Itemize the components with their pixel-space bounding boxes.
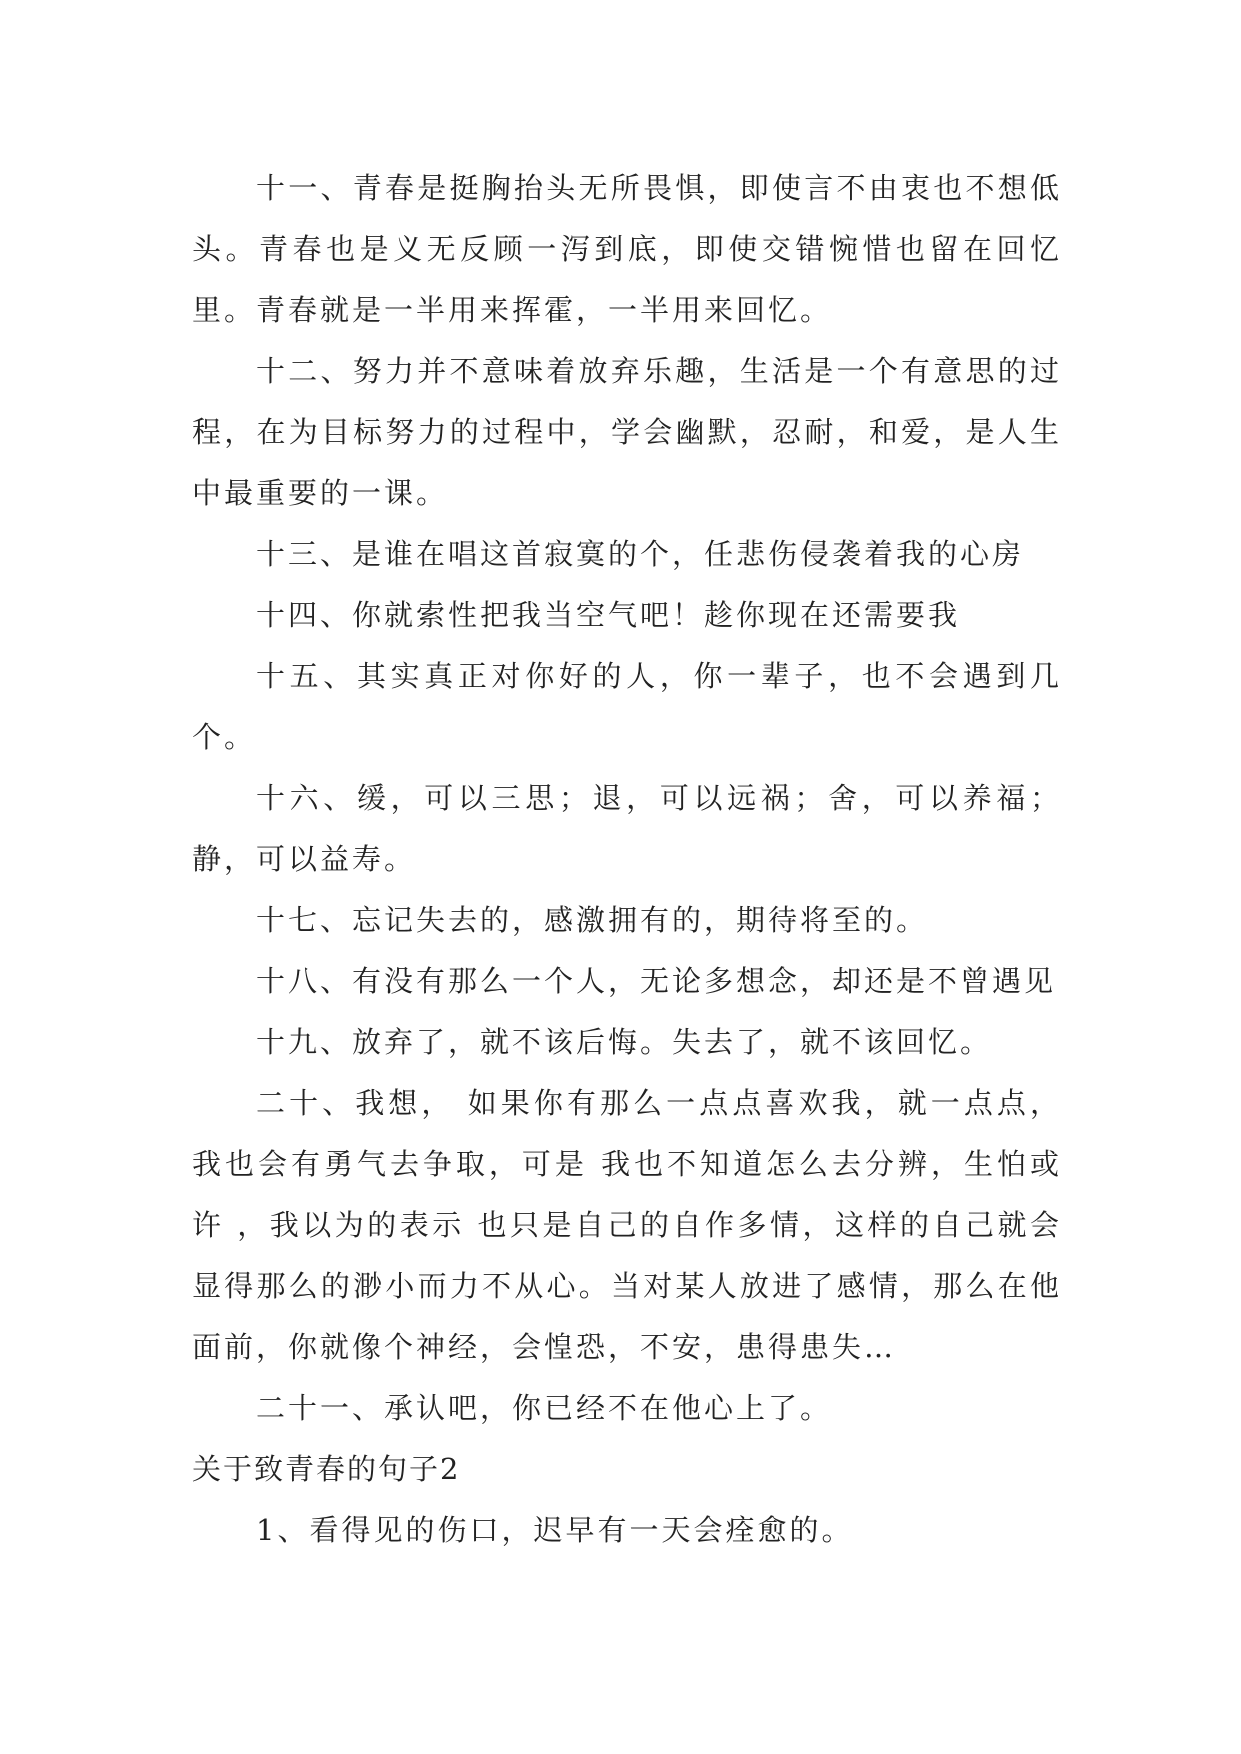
paragraph-13: 十三、是谁在唱这首寂寞的个，任悲伤侵袭着我的心房 bbox=[256, 537, 1025, 571]
paragraph-18: 十八、有没有那么一个人，无论多想念，却还是不曾遇见 bbox=[256, 964, 1057, 998]
paragraph-19: 十九、放弃了，就不该后悔。失去了，就不该回忆。 bbox=[256, 1025, 993, 1059]
paragraph-17: 十七、忘记失去的，感激拥有的，期待将至的。 bbox=[256, 903, 929, 937]
section-heading: 关于致青春的句子2 bbox=[192, 1452, 461, 1486]
paragraph-20: 二十、我想， 如果你有那么一点点喜欢我，就一点点，我也会有勇气去争取，可是 我也不知道怎么去分辨，生怕或许 ，我以为的表示 也只是自己的自作多情，这样的自己就会显得那么的渺小而力不从心。当对某人放进了感情，那么在他面前，你就像个神经，会惶恐，不安，患得患失… bbox=[192, 1086, 1062, 1364]
paragraph-21: 二十一、承认吧，你已经不在他心上了。 bbox=[256, 1391, 833, 1425]
paragraph-12: 十二、努力并不意味着放弃乐趣，生活是一个有意思的过程，在为目标努力的过程中，学会幽默，忍耐，和爱，是人生中最重要的一课。 bbox=[192, 354, 1062, 510]
section-paragraph-1: 1、看得见的伤口，迟早有一天会痊愈的。 bbox=[256, 1513, 854, 1547]
paragraph-16: 十六、缓，可以三思；退，可以远祸；舍，可以养福；静，可以益寿。 bbox=[192, 781, 1062, 876]
document-page bbox=[192, 158, 1062, 1561]
paragraph-11: 十一、青春是挺胸抬头无所畏惧，即使言不由衷也不想低头。青春也是义无反顾一泻到底，即使交错惋惜也留在回忆里。青春就是一半用来挥霍，一半用来回忆。 bbox=[192, 171, 1062, 327]
paragraph-15: 十五、其实真正对你好的人，你一辈子，也不会遇到几个。 bbox=[192, 659, 1062, 754]
paragraph-14: 十四、你就索性把我当空气吧！趁你现在还需要我 bbox=[256, 598, 961, 632]
